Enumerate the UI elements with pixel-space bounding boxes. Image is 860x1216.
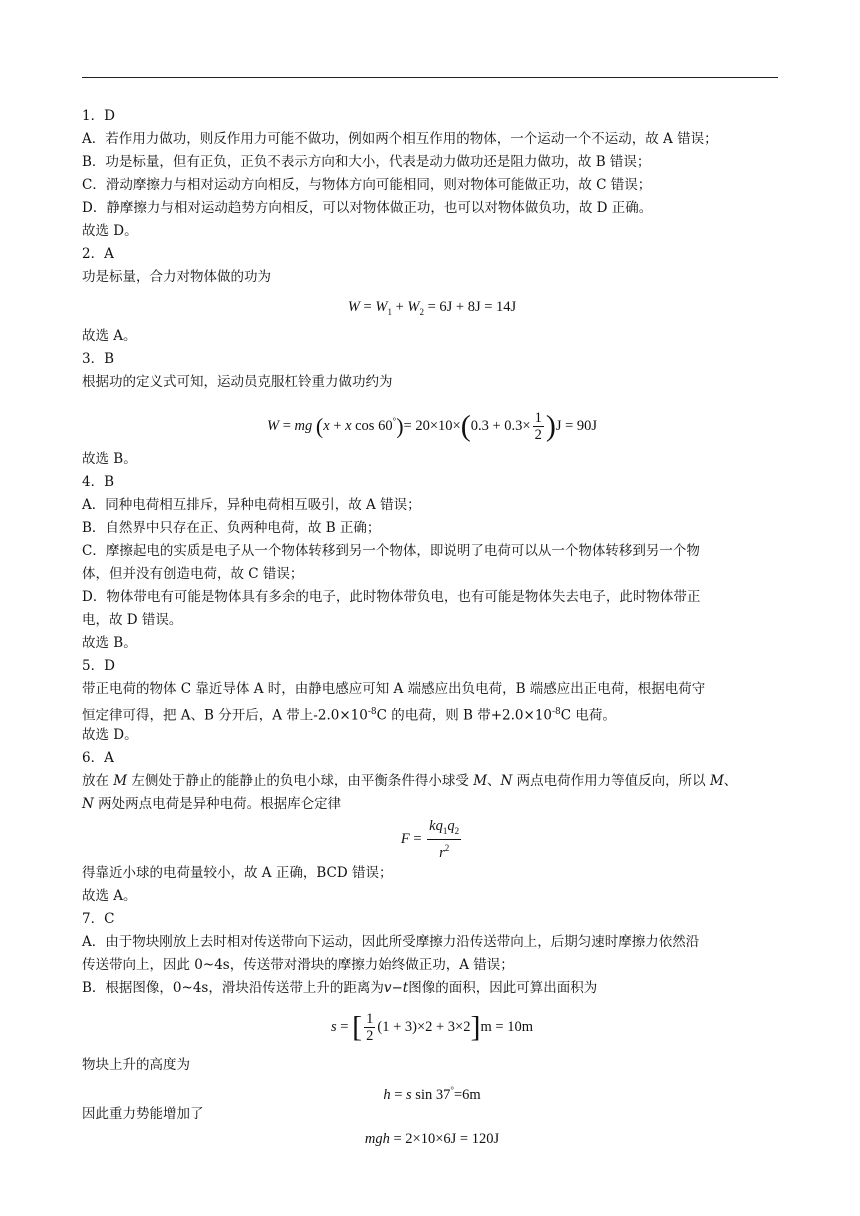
q7-option-a-line2: 传送带向上，因此 0~4s，传送带对滑块的摩擦力始终做正功，A 错误； [82, 957, 514, 973]
q7-s-inner: (1 + 3)×2 + 3×2 [377, 1019, 471, 1035]
q7-pe-tail: = 2×10×6J = 120J [393, 1131, 500, 1147]
q6-line2 [82, 793, 782, 816]
q2-eq-tail: = 6J + 8J = 14J [427, 299, 517, 315]
q2-text: 功是标量，合力对物体做的功为 [82, 269, 271, 285]
q2-answer: 2．A [82, 246, 114, 262]
q7-distance-equation: s = [ $\frac{1}{2}$ (1 + 3)×2 + 3×2]m = 10m [331, 1010, 533, 1045]
q5-line2-a: 恒定律可得，把 A、B 分开后，A 带上-2.0×10 [82, 707, 368, 724]
solutions-body [82, 105, 782, 1152]
q1-answer: 1．D [82, 108, 115, 124]
q4-answer: 4．B [82, 474, 115, 490]
q2-equation: $W = W_1 + W_2 = 6J + 8J = 14J$ [347, 299, 517, 317]
q5-line2-b: C 的电荷，则 B 带+2.0×10 [376, 707, 553, 724]
header-rule [82, 77, 778, 78]
q5-line2 [82, 701, 782, 724]
q6-conclusion: 故选 A。 [82, 888, 137, 904]
q4-option-c-line2: 体，但并没有创造电荷，故 C 错误； [82, 566, 304, 582]
q5-line1: 带正电荷的物体 C 靠近导体 A 时，由静电感应可知 A 端感应出负电荷，B 端感应出正电荷，根据电荷守 [82, 681, 706, 697]
q1-option-a: A．若作用力做功，则反作用力可能不做功，例如两个相互作用的物体，一个运动一个不运动，故 A 错误； [82, 131, 718, 147]
q7-h-tail: =6m [453, 1086, 481, 1103]
q7-height-equation: h = s sin 37°=6m [383, 1085, 481, 1103]
q3-fraction: $\frac{1}{2}$ [534, 410, 542, 443]
q7-pe-text: 因此重力势能增加了 [82, 1106, 204, 1122]
q7-b1a: B．根据图像，0~4s，滑块沿传送带上升的距离为 [82, 980, 384, 996]
q5-exponent-2: -8 [552, 707, 561, 717]
q5-conclusion: 故选 D。 [82, 727, 138, 743]
q7-option-a-line1: A．由于物块刚放上去时相对传送带向下运动，因此所受摩擦力沿传送带向上，后期匀速时摩擦力依然沿 [82, 934, 700, 950]
q6-var-n2: N [82, 796, 94, 812]
q6-l1c: 、 [487, 773, 501, 789]
q6-l1b: 左侧处于静止的能静止的负电小球，由平衡条件得小球受 [127, 773, 474, 789]
q7-s-tail: m = 10m [480, 1019, 533, 1035]
q3-conclusion: 故选 B。 [82, 451, 137, 467]
q5-line2-c: C 电荷。 [560, 707, 616, 724]
q3-eq-mid: = 20×10× [403, 417, 461, 434]
q6-l1e: 、 [723, 773, 738, 789]
q4-option-d-line1: D．物体带电有可能是物体具有多余的电子，此时物体带负电，也有可能是物体失去电子，此时物体带正 [82, 589, 701, 605]
q7-option-b-line1: B．根据图像，0~4s，滑块沿传送带上升的距离为v−t图像的面积，因此可算出面积为 [82, 980, 598, 996]
q7-fraction: $\frac{1}{2}$ [366, 1011, 374, 1045]
q3-eq-inner: 0.3 + 0.3× [470, 417, 531, 434]
q6-fraction: $\frac{kq_1q_2}{r^2}$ [429, 818, 460, 862]
q2-conclusion: 故选 A。 [82, 328, 137, 344]
q6-equation: F = $\frac{kq_1q_2}{r^2}$ [400, 818, 460, 862]
q3-answer: 3．B [82, 351, 115, 367]
q5-answer: 5．D [82, 658, 115, 674]
q4-option-b: B．自然界中只存在正、负两种电荷，故 B 正确； [82, 520, 381, 536]
q6-after: 得靠近小球的电荷量较小，故 A 正确，BCD 错误； [82, 865, 393, 881]
q6-var-m: M [113, 773, 128, 789]
q6-answer: 6．A [82, 750, 114, 766]
q6-l2a: 两处两点电荷是异种电荷。根据库仑定律 [93, 796, 342, 812]
q7-pe-equation: mgh = 2×10×6J = 120J [364, 1131, 500, 1147]
q6-var-m3: M [709, 773, 724, 789]
q4-option-a: A．同种电荷相互排斥，异种电荷相互吸引，故 A 错误； [82, 497, 421, 513]
q7-answer: 7．C [82, 911, 115, 927]
q3-text: 根据功的定义式可知，运动员克服杠铃重力做功约为 [82, 374, 393, 390]
q1-conclusion: 故选 D。 [82, 223, 138, 239]
q3-eq-tail: J = 90J [555, 417, 598, 434]
q3-equation: W = mg (x + x cos 60°)= 20×10×(0.3 + 0.3× $\frac{1}{2}$ )J = 90J [266, 409, 598, 443]
q5-exponent-1: -8 [367, 707, 377, 717]
q4-option-d-line2: 电，故 D 错误。 [82, 612, 183, 628]
q6-var-n: N [500, 773, 513, 789]
q7-b1b: 图像的面积，因此可算出面积为 [408, 980, 598, 996]
q4-conclusion: 故选 B。 [82, 635, 137, 651]
q7-height-text: 物块上升的高度为 [82, 1057, 190, 1073]
q1-option-d: D．静摩擦力与相对运动趋势方向相反，可以对物体做正功，也可以对物体做负功，故 D 正确。 [82, 200, 653, 216]
q6-var-m2: M [473, 773, 488, 789]
q6-l1a: 放在 [82, 773, 114, 789]
q6-l1d: 两点电荷作用力等值反向，所以 [512, 773, 710, 789]
q4-option-c-line1: C．摩擦起电的实质是电子从一个物体转移到另一个物体，即说明了电荷可以从一个物体转移到另一个物 [82, 543, 700, 559]
q6-line1 [82, 770, 782, 793]
q1-option-b: B．功是标量，但有正负，正负不表示方向和大小，代表是动力做功还是阻力做功，故 B 错误； [82, 154, 651, 170]
q1-option-c: C．滑动摩擦力与相对运动方向相反，与物体方向可能相同，则对物体可能做正功，故 C 错误； [82, 177, 652, 193]
